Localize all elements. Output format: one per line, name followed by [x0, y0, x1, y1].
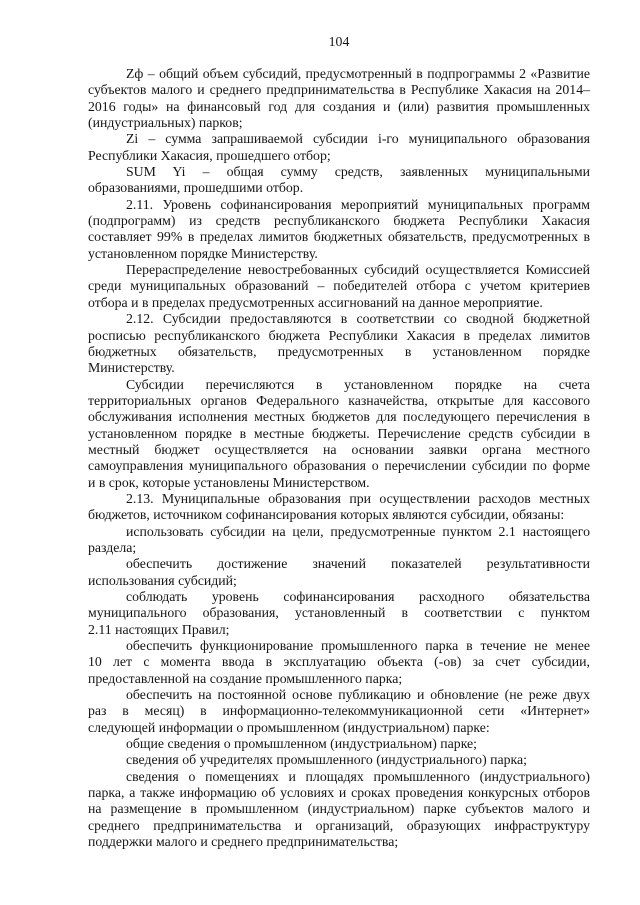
text-line: среднего предпринимательства и организаций, образующих инфраструктуру: [88, 817, 590, 833]
text-line: (подпрограмм) из средств республиканского бюджета Республики Хакасия: [88, 213, 590, 229]
text-line: среди муниципальных образований – победителей отбора с учетом критериев: [88, 278, 590, 294]
text-line: самоуправления муниципального образования о перечислении субсидии по форме: [88, 458, 590, 474]
text-line: муниципального образования, установленный в соответствии с пунктом: [88, 605, 590, 621]
text-line: установленном порядке Министерству.: [88, 245, 318, 261]
text-line: парка, а также информацию об условиях и сроках проведения конкурсных отборов: [88, 785, 590, 801]
obligation-cofinancing-level: [88, 589, 590, 638]
text-line: Zi – сумма запрашиваемой субсидии i-го муниципального образования: [126, 131, 590, 147]
text-line: раз в месяц) в информационно-телекоммуникационной сети «Интернет»: [88, 703, 590, 719]
text-line: бюджетных обязательств, предусмотренных в установленном порядке: [88, 343, 590, 359]
text-line: на размещение в промышленном (индустриальном) парке субъектов малого и: [88, 801, 590, 817]
text-line: обеспечить достижение значений показателей результативности: [126, 556, 590, 572]
definition-sum-yi: [88, 164, 590, 197]
text-line: территориальных органов Федерального казначейства, открытые для кассового: [88, 392, 590, 408]
text-line: поддержки малого и среднего предпринимательства;: [88, 834, 399, 850]
info-item-general: [88, 736, 590, 752]
text-line: бюджетов, источником софинансирования которых являются субсидии, обязаны:: [88, 507, 565, 523]
text-line: 2.11. Уровень софинансирования мероприятий муниципальных программ: [126, 196, 590, 212]
obligation-internet-publication: [88, 687, 590, 736]
page-number: 104: [328, 34, 350, 49]
text-line: раздела;: [88, 539, 137, 555]
text-line: 2016 годы» на финансовый год для создания и (или) развития промышленных: [88, 98, 590, 114]
redistribution-paragraph: [88, 262, 590, 311]
document-body: [88, 66, 590, 851]
clause-2-12: [88, 311, 590, 376]
text-line: местный бюджет осуществляется на основании заявки органа местного: [88, 441, 590, 457]
text-line: 2.13. Муниципальные образования при осуществлении расходов местных: [126, 490, 590, 506]
clause-2-11: [88, 197, 590, 262]
text-line: Перераспределение невостребованных субсидий осуществляется Комиссией: [126, 262, 590, 278]
text-line: обеспечить на постоянной основе публикацию и обновление (не реже двух: [126, 687, 590, 703]
obligation-target-use: [88, 524, 590, 557]
text-line: и в срок, которые установлены Министерством.: [88, 474, 370, 490]
text-line: соблюдать уровень софинансирования расходного обязательства: [126, 589, 590, 604]
info-item-founders: [88, 752, 590, 768]
text-line: (индустриальных) парков;: [88, 115, 243, 131]
text-line: обслуживания исполнения местных бюджетов для последующего перечисления в: [88, 409, 590, 425]
obligation-park-operation: [88, 638, 590, 687]
text-line: Министерству.: [88, 360, 175, 376]
text-line: образованиями, прошедшими отбор.: [88, 180, 304, 196]
text-line: Субсидии перечисляются в установленном порядке на счета: [126, 376, 590, 392]
text-line: предоставленной на создание промышленного парка;: [88, 670, 403, 686]
definition-z-i: [88, 131, 590, 164]
text-line: использования субсидий;: [88, 572, 237, 588]
text-line: использовать субсидии на цели, предусмотренные пунктом 2.1 настоящего: [126, 523, 590, 539]
text-line: следующей информации о промышленном (индустриальном) парке:: [88, 719, 490, 735]
definition-z-phi: [88, 66, 590, 131]
text-line: Zф – общий объем субсидий, предусмотренный в подпрограммы 2 «Развитие: [126, 66, 590, 81]
text-line: 2.11 настоящих Правил;: [88, 621, 230, 637]
text-line: общие сведения о промышленном (индустриальном) парке;: [126, 736, 478, 752]
clause-2-13: [88, 491, 590, 524]
text-line: сведения об учредителях промышленного (индустриального) парка;: [126, 752, 527, 768]
text-line: 2.12. Субсидии предоставляются в соответствии со сводной бюджетной: [126, 311, 590, 327]
text-line: 10 лет с момента ввода в эксплуатацию объекта (-ов) за счет субсидии,: [88, 654, 590, 670]
text-line: установленном порядке в местные бюджеты. Перечисление средств субсидии в: [88, 425, 590, 441]
text-line: отбора и в пределах предусмотренных ассигнований на данное мероприятие.: [88, 294, 543, 310]
text-line: SUM Yi – общая сумму средств, заявленных муниципальными: [126, 164, 590, 180]
subsidy-transfer-paragraph: [88, 377, 590, 491]
text-line: обеспечить функционирование промышленного парка в течение не менее: [126, 638, 590, 654]
text-line: сведения о помещениях и площадях промышленного (индустриального): [126, 768, 590, 784]
info-item-premises: [88, 769, 590, 851]
text-line: росписью республиканского бюджета Республики Хакасия в пределах лимитов: [88, 327, 590, 343]
text-line: субъектов малого и среднего предпринимательства в Республике Хакасия на 2014–: [88, 82, 590, 98]
text-line: Республики Хакасия, прошедшего отбор;: [88, 147, 331, 163]
text-line: составляет 99% в пределах лимитов бюджетных обязательств, предусмотренных в: [88, 229, 590, 245]
obligation-performance-indicators: [88, 556, 590, 589]
